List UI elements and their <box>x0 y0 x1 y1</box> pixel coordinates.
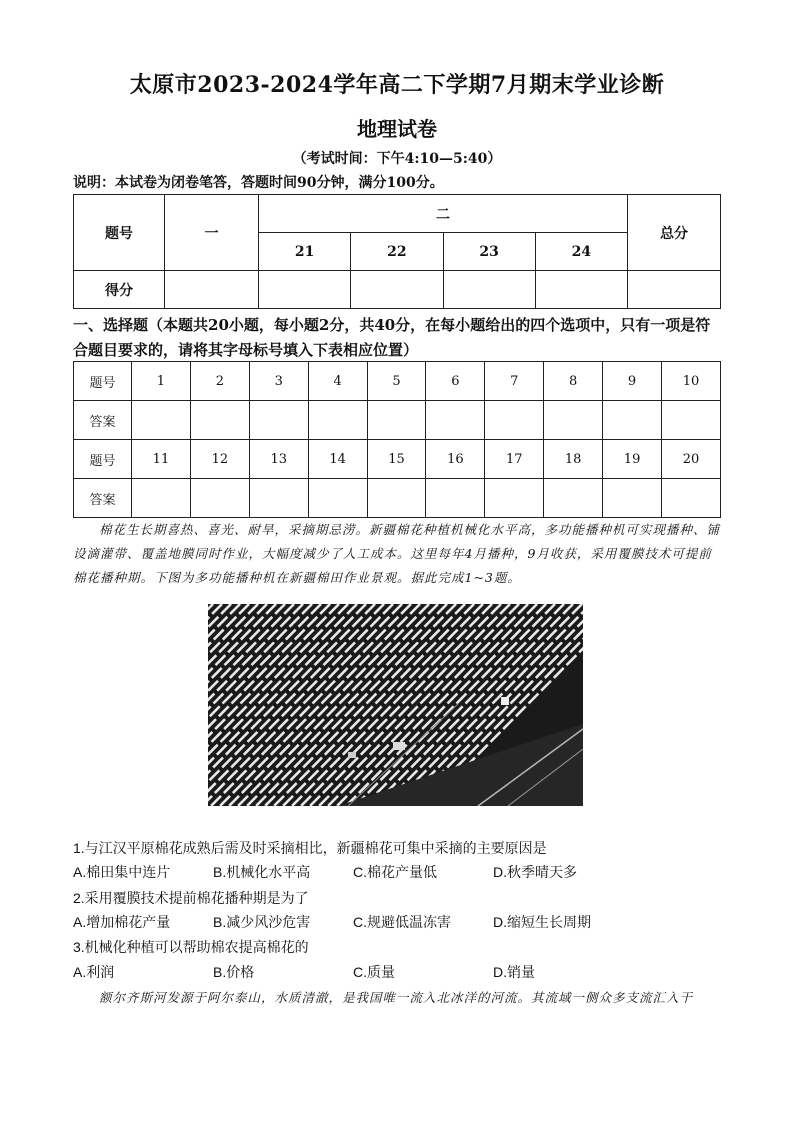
exam-time: （考试时间：下午4:10—5:40） <box>292 151 502 167</box>
answer-cell[interactable] <box>662 401 721 440</box>
option-a[interactable]: A.棉田集中连片 <box>73 864 171 880</box>
answer-row-label: 题号 <box>74 440 132 479</box>
answer-row-label: 答案 <box>74 479 132 518</box>
seeder-machine <box>501 697 509 705</box>
question-number: 8 <box>544 362 603 401</box>
score-header-tihao: 题号 <box>74 195 165 271</box>
answer-cell[interactable] <box>308 479 367 518</box>
answer-cell[interactable] <box>367 479 426 518</box>
score-row-label: 得分 <box>74 271 165 309</box>
option-b[interactable]: B.价格 <box>213 964 255 980</box>
question-number: 10 <box>662 362 721 401</box>
answer-cell[interactable] <box>132 401 191 440</box>
answer-cell[interactable] <box>544 401 603 440</box>
option-d[interactable]: D.缩短生长周期 <box>493 914 591 930</box>
question-number: 14 <box>308 440 367 479</box>
answer-cell[interactable] <box>249 401 308 440</box>
question-number: 17 <box>485 440 544 479</box>
question-number: 9 <box>603 362 662 401</box>
score-header-two: 二 <box>259 195 628 233</box>
question-number: 2 <box>190 362 249 401</box>
question-2-stem: 2.采用覆膜技术提前棉花播种期是为了 <box>73 890 309 906</box>
option-c[interactable]: C.棉花产量低 <box>353 864 437 880</box>
score-cell[interactable] <box>628 271 721 309</box>
answer-row-label: 题号 <box>74 362 132 401</box>
question-number: 1 <box>132 362 191 401</box>
answer-row-label: 答案 <box>74 401 132 440</box>
answer-cell[interactable] <box>603 479 662 518</box>
question-1-stem: 1.与江汉平原棉花成熟后需及时采摘相比，新疆棉花可集中采摘的主要原因是 <box>73 840 547 856</box>
score-subcol: 21 <box>259 233 351 271</box>
answer-cell[interactable] <box>544 479 603 518</box>
question-number: 3 <box>249 362 308 401</box>
question-number: 19 <box>603 440 662 479</box>
answer-cell[interactable] <box>249 479 308 518</box>
question-number: 5 <box>367 362 426 401</box>
question-number: 7 <box>485 362 544 401</box>
answer-cell[interactable] <box>485 479 544 518</box>
question-number: 11 <box>132 440 191 479</box>
question-number: 20 <box>662 440 721 479</box>
section-heading: 一、选择题（本题共20小题，每小题2分，共40分，在每小题给出的四个选项中，只有一项是符合题目要求的，请将其字母标号填入下表相应位置） <box>73 316 711 359</box>
question-number: 15 <box>367 440 426 479</box>
score-cell[interactable] <box>351 271 443 309</box>
exam-note: 说明：本试卷为闭卷笔答，答题时间90分钟，满分100分。 <box>73 175 444 191</box>
passage-cotton <box>73 518 723 590</box>
seeder-machine <box>393 742 405 750</box>
option-a[interactable]: A.利润 <box>73 964 115 980</box>
score-subcol: 24 <box>535 233 627 271</box>
answer-cell[interactable] <box>485 401 544 440</box>
passage-irtysh-text: 额尔齐斯河发源于阿尔泰山，水质清澈，是我国唯一流入北冰洋的河流。其流域一侧众多支流汇入干 <box>99 990 694 1005</box>
answer-cell[interactable] <box>603 401 662 440</box>
score-header-one: 一 <box>165 195 259 271</box>
question-number: 18 <box>544 440 603 479</box>
option-d[interactable]: D.销量 <box>493 964 535 980</box>
option-b[interactable]: B.机械化水平高 <box>213 864 311 880</box>
question-number: 12 <box>190 440 249 479</box>
option-a[interactable]: A.增加棉花产量 <box>73 914 171 930</box>
seeder-machine <box>348 752 356 758</box>
answer-cell[interactable] <box>662 479 721 518</box>
cotton-field-photo <box>208 604 583 806</box>
answer-cell[interactable] <box>190 401 249 440</box>
answer-table <box>73 361 721 518</box>
answer-cell[interactable] <box>367 401 426 440</box>
score-header-total: 总分 <box>628 195 721 271</box>
option-c[interactable]: C.质量 <box>353 964 395 980</box>
score-subcol: 22 <box>351 233 443 271</box>
answer-cell[interactable] <box>190 479 249 518</box>
answer-cell[interactable] <box>132 479 191 518</box>
score-cell[interactable] <box>535 271 627 309</box>
passage-cotton-text: 棉花生长期喜热、喜光、耐旱，采摘期忌涝。新疆棉花种植机械化水平高，多功能播种机可实现播种、铺设滴灌带、覆盖地膜同时作业，大幅度减少了人工成本。这里每年4月播种，9月收获，采用覆膜技术可提前棉花播种期。下图为多功能播种机在新疆棉田作业景观。据此完成1~3题。 <box>73 522 721 585</box>
answer-cell[interactable] <box>308 401 367 440</box>
option-b[interactable]: B.减少风沙危害 <box>213 914 311 930</box>
answer-cell[interactable] <box>426 401 485 440</box>
score-cell[interactable] <box>165 271 259 309</box>
page-title: 太原市2023-2024学年高二下学期7月期末学业诊断 <box>129 72 665 98</box>
question-number: 6 <box>426 362 485 401</box>
option-c[interactable]: C.规避低温冻害 <box>353 914 451 930</box>
score-subcol: 23 <box>443 233 535 271</box>
question-number: 13 <box>249 440 308 479</box>
answer-cell[interactable] <box>426 479 485 518</box>
score-cell[interactable] <box>259 271 351 309</box>
score-cell[interactable] <box>443 271 535 309</box>
question-3-stem: 3.机械化种植可以帮助棉农提高棉花的 <box>73 939 309 955</box>
question-number: 4 <box>308 362 367 401</box>
question-number: 16 <box>426 440 485 479</box>
option-d[interactable]: D.秋季晴天多 <box>493 864 577 880</box>
score-table <box>73 194 721 309</box>
passage-irtysh <box>73 986 723 1010</box>
page-subtitle: 地理试卷 <box>357 117 437 141</box>
